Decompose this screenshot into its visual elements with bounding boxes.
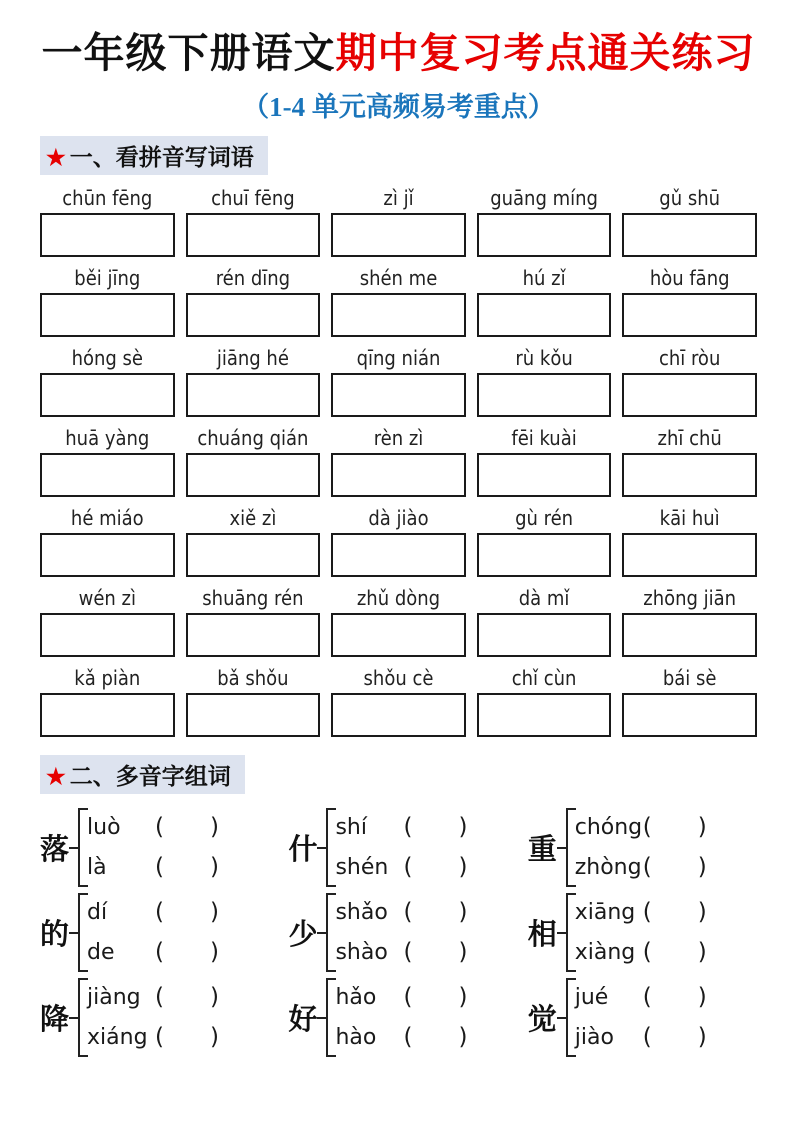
- reading-line: [87, 1020, 219, 1055]
- reading-line: [87, 935, 219, 970]
- answer-box[interactable]: [477, 613, 612, 657]
- paren-open: (: [155, 984, 164, 1011]
- reading-line: [575, 895, 707, 930]
- pinyin-label: kǎ piàn: [74, 666, 141, 691]
- answer-blank[interactable]: [412, 873, 458, 874]
- bracket: [566, 808, 707, 887]
- pinyin-cell: [331, 663, 466, 737]
- polyphone-item: [528, 978, 757, 1057]
- pinyin-cell: [331, 503, 466, 577]
- paren-open: (: [155, 1024, 164, 1051]
- answer-blank[interactable]: [412, 1003, 458, 1004]
- pinyin-label: huā yàng: [65, 426, 150, 451]
- pinyin-cell: [186, 583, 321, 657]
- pinyin-cell: [186, 263, 321, 337]
- reading-pinyin: chóng: [574, 815, 643, 841]
- answer-blank[interactable]: [412, 958, 458, 959]
- bracket: [78, 808, 219, 887]
- paren-open: (: [155, 899, 164, 926]
- polyphone-character: 重: [527, 834, 557, 867]
- polyphone-character: 的: [40, 919, 70, 952]
- paren-open: (: [155, 854, 164, 881]
- pinyin-label: qīng nián: [356, 346, 441, 371]
- answer-blank[interactable]: [164, 918, 210, 919]
- pinyin-label: chǐ cùn: [511, 666, 577, 691]
- pinyin-row: [40, 263, 757, 337]
- reading-pinyin: jiàng: [87, 985, 141, 1011]
- title-black-part: 一年级下册语文: [41, 30, 336, 76]
- pinyin-label: zhī chū: [657, 426, 722, 451]
- reading-pinyin: zhòng: [574, 855, 642, 881]
- connector-line: [557, 1017, 566, 1019]
- reading-line: [575, 850, 707, 885]
- reading-pinyin: xiáng: [87, 1025, 148, 1051]
- bracket: [78, 978, 219, 1057]
- polyphone-item: [528, 893, 757, 972]
- title-red-part: 期中复习考点通关练习: [335, 30, 756, 76]
- paren-close: ): [458, 1024, 468, 1051]
- pinyin-label: bǎ shǒu: [217, 666, 289, 691]
- paren-open: (: [642, 854, 652, 881]
- answer-box[interactable]: [477, 453, 612, 497]
- pinyin-label: gù rén: [515, 506, 574, 531]
- pinyin-label: rén dīng: [215, 266, 291, 291]
- answer-box[interactable]: [40, 293, 175, 337]
- connector-line: [557, 932, 566, 934]
- section2-heading-label: 二、多音字组词: [69, 764, 231, 790]
- connector-line: [69, 847, 78, 849]
- pinyin-cell: [40, 183, 175, 257]
- reading-pinyin: de: [87, 940, 115, 966]
- pinyin-cell: [331, 343, 466, 417]
- star-icon: ★: [46, 764, 66, 790]
- pinyin-cell: [477, 183, 612, 257]
- paren-close: ): [210, 814, 219, 841]
- pinyin-label: kāi huì: [659, 506, 720, 531]
- paren-close: ): [458, 814, 468, 841]
- paren-close: ): [210, 939, 219, 966]
- section2-heading: [40, 755, 245, 794]
- pinyin-cell: [331, 423, 466, 497]
- reading-line: [575, 1020, 707, 1055]
- answer-box[interactable]: [331, 693, 466, 737]
- polyphone-character: 落: [40, 834, 70, 867]
- answer-box[interactable]: [40, 213, 175, 257]
- polyphone-character: 什: [288, 834, 318, 867]
- pinyin-cell: [477, 263, 612, 337]
- pinyin-row: [40, 423, 757, 497]
- pinyin-cell: [186, 423, 321, 497]
- reading-pinyin: shén: [335, 855, 389, 881]
- reading-line: [335, 810, 467, 845]
- pinyin-cell: [186, 503, 321, 577]
- pinyin-label: zhǔ dòng: [356, 586, 441, 611]
- bracket: [78, 893, 219, 972]
- pinyin-cell: [40, 343, 175, 417]
- bracket: [566, 978, 707, 1057]
- pinyin-cell: [477, 343, 612, 417]
- connector-line: [317, 1017, 326, 1019]
- pinyin-cell: [622, 343, 757, 417]
- reading-pinyin: shí: [335, 815, 367, 841]
- answer-box[interactable]: [186, 613, 321, 657]
- answer-box[interactable]: [331, 613, 466, 657]
- bracket: [326, 978, 467, 1057]
- paren-open: (: [403, 1024, 413, 1051]
- reading-line: [87, 810, 219, 845]
- pinyin-cell: [622, 263, 757, 337]
- pinyin-exercise-grid: [40, 183, 757, 737]
- paren-close: ): [210, 984, 219, 1011]
- answer-box[interactable]: [331, 293, 466, 337]
- pinyin-cell: [331, 183, 466, 257]
- pinyin-cell: [622, 423, 757, 497]
- reading-line: [335, 980, 467, 1015]
- answer-blank[interactable]: [412, 833, 458, 834]
- pinyin-row: [40, 343, 757, 417]
- answer-box[interactable]: [477, 293, 612, 337]
- reading-pinyin: hǎo: [335, 985, 377, 1011]
- paren-close: ): [458, 984, 468, 1011]
- pinyin-cell: [477, 583, 612, 657]
- polyphone-item: [288, 893, 517, 972]
- polyphone-character: 觉: [527, 1004, 557, 1037]
- pinyin-label: wén zì: [78, 586, 136, 611]
- answer-blank[interactable]: [652, 958, 698, 959]
- answer-box[interactable]: [331, 533, 466, 577]
- paren-open: (: [642, 984, 652, 1011]
- answer-blank[interactable]: [652, 873, 698, 874]
- answer-box[interactable]: [622, 693, 757, 737]
- answer-blank[interactable]: [164, 1043, 210, 1044]
- reading-pinyin: xiàng: [574, 940, 636, 966]
- paren-close: ): [210, 1024, 219, 1051]
- connector-line: [317, 847, 326, 849]
- reading-pinyin: hào: [335, 1025, 377, 1051]
- paren-close: ): [697, 939, 707, 966]
- answer-box[interactable]: [477, 533, 612, 577]
- pinyin-label: rù kǒu: [515, 346, 573, 371]
- answer-box[interactable]: [186, 453, 321, 497]
- paren-open: (: [403, 854, 413, 881]
- answer-blank[interactable]: [412, 918, 458, 919]
- paren-open: (: [642, 1024, 652, 1051]
- answer-box[interactable]: [622, 613, 757, 657]
- pinyin-label: chuáng qián: [197, 426, 309, 451]
- pinyin-cell: [477, 423, 612, 497]
- pinyin-cell: [40, 263, 175, 337]
- polyphone-item: [528, 808, 757, 887]
- pinyin-label: chuī fēng: [211, 186, 295, 211]
- answer-blank[interactable]: [652, 1043, 698, 1044]
- pinyin-label: dà jiào: [368, 506, 429, 531]
- pinyin-label: hé miáo: [70, 506, 144, 531]
- reading-line: [335, 895, 467, 930]
- polyphone-character: 少: [288, 919, 318, 952]
- reading-pinyin: là: [87, 855, 107, 881]
- reading-line: [575, 810, 707, 845]
- answer-box[interactable]: [40, 453, 175, 497]
- pinyin-label: xiě zì: [229, 506, 277, 531]
- pinyin-cell: [40, 503, 175, 577]
- reading-pinyin: luò: [87, 815, 121, 841]
- pinyin-label: chūn fēng: [62, 186, 153, 211]
- answer-box[interactable]: [186, 293, 321, 337]
- pinyin-cell: [186, 663, 321, 737]
- paren-open: (: [403, 984, 413, 1011]
- answer-box[interactable]: [331, 453, 466, 497]
- pinyin-label: rèn zì: [373, 426, 424, 451]
- paren-open: (: [155, 939, 164, 966]
- reading-pinyin: dí: [87, 900, 108, 926]
- connector-line: [317, 932, 326, 934]
- answer-box[interactable]: [477, 213, 612, 257]
- pinyin-cell: [40, 583, 175, 657]
- polyphone-character: 相: [527, 919, 557, 952]
- answer-blank[interactable]: [164, 873, 210, 874]
- reading-line: [575, 935, 707, 970]
- answer-blank[interactable]: [412, 1043, 458, 1044]
- section1-heading: [40, 136, 268, 175]
- pinyin-label: hóng sè: [71, 346, 143, 371]
- pinyin-label: hú zǐ: [522, 266, 566, 291]
- page-subtitle: （1-4 单元高频易考重点）: [242, 92, 555, 123]
- paren-close: ): [697, 899, 707, 926]
- bracket: [326, 808, 467, 887]
- answer-box[interactable]: [622, 533, 757, 577]
- pinyin-label: shuāng rén: [202, 586, 304, 611]
- reading-pinyin: shǎo: [335, 900, 388, 926]
- polyphone-item: [288, 808, 517, 887]
- answer-blank[interactable]: [652, 1003, 698, 1004]
- answer-box[interactable]: [40, 533, 175, 577]
- paren-open: (: [403, 899, 413, 926]
- polyphone-item: [40, 893, 278, 972]
- answer-box[interactable]: [622, 373, 757, 417]
- connector-line: [557, 847, 566, 849]
- answer-blank[interactable]: [164, 1003, 210, 1004]
- answer-blank[interactable]: [164, 958, 210, 959]
- reading-line: [87, 895, 219, 930]
- reading-pinyin: xiāng: [574, 900, 636, 926]
- pinyin-cell: [622, 663, 757, 737]
- bracket: [326, 893, 467, 972]
- reading-line: [335, 1020, 467, 1055]
- pinyin-cell: [40, 423, 175, 497]
- paren-close: ): [697, 1024, 707, 1051]
- answer-box[interactable]: [40, 693, 175, 737]
- paren-open: (: [642, 814, 652, 841]
- pinyin-cell: [186, 343, 321, 417]
- pinyin-cell: [622, 503, 757, 577]
- pinyin-label: shén me: [359, 266, 438, 291]
- pinyin-cell: [622, 583, 757, 657]
- paren-close: ): [210, 899, 219, 926]
- pinyin-cell: [40, 663, 175, 737]
- pinyin-row: [40, 663, 757, 737]
- answer-box[interactable]: [186, 213, 321, 257]
- paren-close: ): [697, 814, 707, 841]
- answer-box[interactable]: [331, 373, 466, 417]
- polyphone-character: 好: [288, 1004, 318, 1037]
- paren-open: (: [642, 899, 652, 926]
- pinyin-row: [40, 503, 757, 577]
- pinyin-label: zhōng jiān: [643, 586, 737, 611]
- answer-blank[interactable]: [164, 833, 210, 834]
- answer-box[interactable]: [186, 693, 321, 737]
- paren-open: (: [403, 814, 413, 841]
- pinyin-row: [40, 583, 757, 657]
- paren-open: (: [155, 814, 164, 841]
- paren-open: (: [403, 939, 413, 966]
- pinyin-label: bái sè: [662, 666, 717, 691]
- polyphone-exercise-grid: [40, 808, 757, 1057]
- answer-box[interactable]: [622, 453, 757, 497]
- pinyin-label: shǒu cè: [363, 666, 434, 691]
- connector-line: [69, 932, 78, 934]
- reading-line: [575, 980, 707, 1015]
- paren-close: ): [458, 899, 468, 926]
- pinyin-label: guāng míng: [490, 186, 598, 211]
- answer-box[interactable]: [477, 373, 612, 417]
- paren-close: ): [210, 854, 219, 881]
- answer-box[interactable]: [477, 693, 612, 737]
- pinyin-cell: [477, 503, 612, 577]
- bracket: [566, 893, 707, 972]
- reading-line: [335, 850, 467, 885]
- reading-pinyin: shào: [335, 940, 388, 966]
- answer-box[interactable]: [622, 293, 757, 337]
- reading-line: [87, 980, 219, 1015]
- paren-open: (: [642, 939, 652, 966]
- pinyin-label: gǔ shū: [659, 186, 721, 211]
- pinyin-cell: [331, 263, 466, 337]
- answer-box[interactable]: [331, 213, 466, 257]
- pinyin-label: chī ròu: [658, 346, 721, 371]
- reading-line: [87, 850, 219, 885]
- pinyin-cell: [622, 183, 757, 257]
- pinyin-row: [40, 183, 757, 257]
- polyphone-character: 降: [40, 1004, 70, 1037]
- answer-box[interactable]: [40, 373, 175, 417]
- answer-box[interactable]: [186, 373, 321, 417]
- answer-blank[interactable]: [652, 918, 698, 919]
- answer-box[interactable]: [622, 213, 757, 257]
- pinyin-cell: [477, 663, 612, 737]
- star-icon: ★: [46, 145, 66, 171]
- polyphone-item: [40, 808, 278, 887]
- answer-box[interactable]: [40, 613, 175, 657]
- paren-close: ): [697, 854, 707, 881]
- pinyin-label: běi jīng: [74, 266, 141, 291]
- paren-close: ): [697, 984, 707, 1011]
- pinyin-label: hòu fāng: [649, 266, 730, 291]
- reading-line: [335, 935, 467, 970]
- polyphone-item: [288, 978, 517, 1057]
- answer-box[interactable]: [186, 533, 321, 577]
- paren-close: ): [458, 854, 468, 881]
- answer-blank[interactable]: [652, 833, 698, 834]
- section1-heading-label: 一、看拼音写词语: [69, 145, 254, 171]
- reading-pinyin: jiào: [574, 1025, 614, 1051]
- page-title: [40, 30, 757, 77]
- pinyin-label: fēi kuài: [511, 426, 577, 451]
- pinyin-label: jiāng hé: [216, 346, 289, 371]
- pinyin-cell: [186, 183, 321, 257]
- pinyin-label: zì jǐ: [383, 186, 414, 211]
- reading-pinyin: jué: [574, 985, 609, 1011]
- polyphone-item: [40, 978, 278, 1057]
- pinyin-cell: [331, 583, 466, 657]
- pinyin-label: dà mǐ: [518, 586, 570, 611]
- paren-close: ): [458, 939, 468, 966]
- connector-line: [69, 1017, 78, 1019]
